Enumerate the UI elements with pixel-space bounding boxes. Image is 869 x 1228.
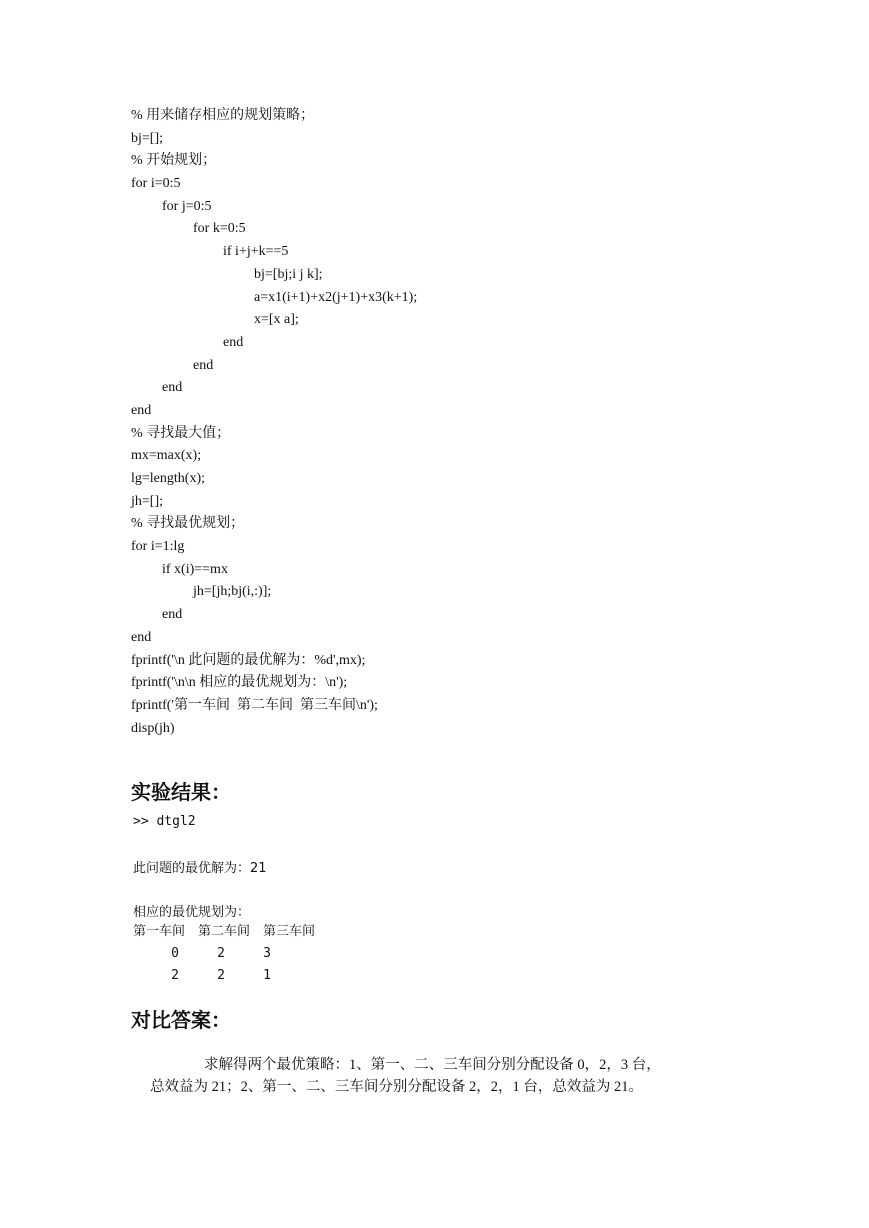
column-header: 第一车间 bbox=[133, 924, 186, 939]
result-table-header bbox=[133, 921, 328, 943]
code-line: disp(jh) bbox=[131, 720, 175, 736]
answer-line-2: 总效益为 21；2、第一、二、三车间分别分配设备 2，2，1 台，总效益为 21。 bbox=[150, 1079, 643, 1095]
code-line: fprintf('第一车间 第二车间 第三车间\n'); bbox=[131, 697, 378, 713]
code-listing bbox=[131, 105, 417, 740]
code-line: bj=[bj;i j k]; bbox=[254, 266, 323, 282]
code-line: fprintf('\n 此问题的最优解为：%d',mx); bbox=[131, 652, 366, 668]
table-cell: 2 bbox=[217, 968, 225, 983]
code-line: a=x1(i+1)+x2(j+1)+x3(k+1); bbox=[254, 289, 418, 305]
code-line: % 用来储存相应的规划策略； bbox=[131, 108, 315, 123]
code-line: end bbox=[162, 607, 183, 623]
code-line: % 寻找最优规划； bbox=[131, 516, 245, 532]
result-table bbox=[133, 921, 328, 987]
code-line: fprintf('\n\n 相应的最优规划为：\n'); bbox=[131, 675, 348, 691]
console-optimum-line: 此问题的最优解为：21 bbox=[133, 861, 267, 876]
code-line: % 寻找最大值； bbox=[131, 425, 231, 441]
code-line: end bbox=[193, 357, 214, 373]
console-plan-title: 相应的最优规划为： bbox=[133, 905, 251, 920]
code-line: for j=0:5 bbox=[162, 198, 212, 214]
column-header: 第二车间 bbox=[198, 924, 251, 939]
console-command: >> dtgl2 bbox=[133, 814, 196, 829]
code-line: jh=[jh;bj(i,:)]; bbox=[193, 584, 272, 600]
table-row bbox=[133, 943, 328, 965]
table-cell: 0 bbox=[171, 946, 179, 961]
compare-heading: 对比答案： bbox=[131, 1008, 231, 1032]
code-line: end bbox=[162, 380, 183, 396]
code-line: for i=1:lg bbox=[131, 539, 185, 555]
code-line: end bbox=[223, 334, 244, 350]
code-line: if i+j+k==5 bbox=[223, 244, 289, 260]
code-line: for k=0:5 bbox=[193, 221, 246, 237]
code-line: bj=[]; bbox=[131, 130, 163, 146]
table-cell: 1 bbox=[263, 968, 271, 983]
results-heading: 实验结果： bbox=[131, 780, 231, 804]
table-row bbox=[133, 965, 328, 987]
table-cell: 2 bbox=[171, 968, 179, 983]
code-line: jh=[]; bbox=[131, 493, 163, 509]
code-line: lg=length(x); bbox=[131, 471, 205, 486]
answer-line-1: 求解得两个最优策略：1、第一、二、三车间分别分配设备 0，2，3 台， bbox=[204, 1057, 661, 1073]
code-line: end bbox=[131, 402, 152, 418]
table-cell: 3 bbox=[263, 946, 271, 961]
code-line: end bbox=[131, 629, 152, 645]
column-header: 第三车间 bbox=[263, 924, 316, 939]
code-line: if x(i)==mx bbox=[162, 561, 228, 577]
table-cell: 2 bbox=[217, 946, 225, 961]
code-line: for i=0:5 bbox=[131, 176, 181, 192]
code-line: x=[x a]; bbox=[254, 312, 299, 328]
code-line: mx=max(x); bbox=[131, 448, 202, 464]
code-line: % 开始规划； bbox=[131, 153, 217, 169]
